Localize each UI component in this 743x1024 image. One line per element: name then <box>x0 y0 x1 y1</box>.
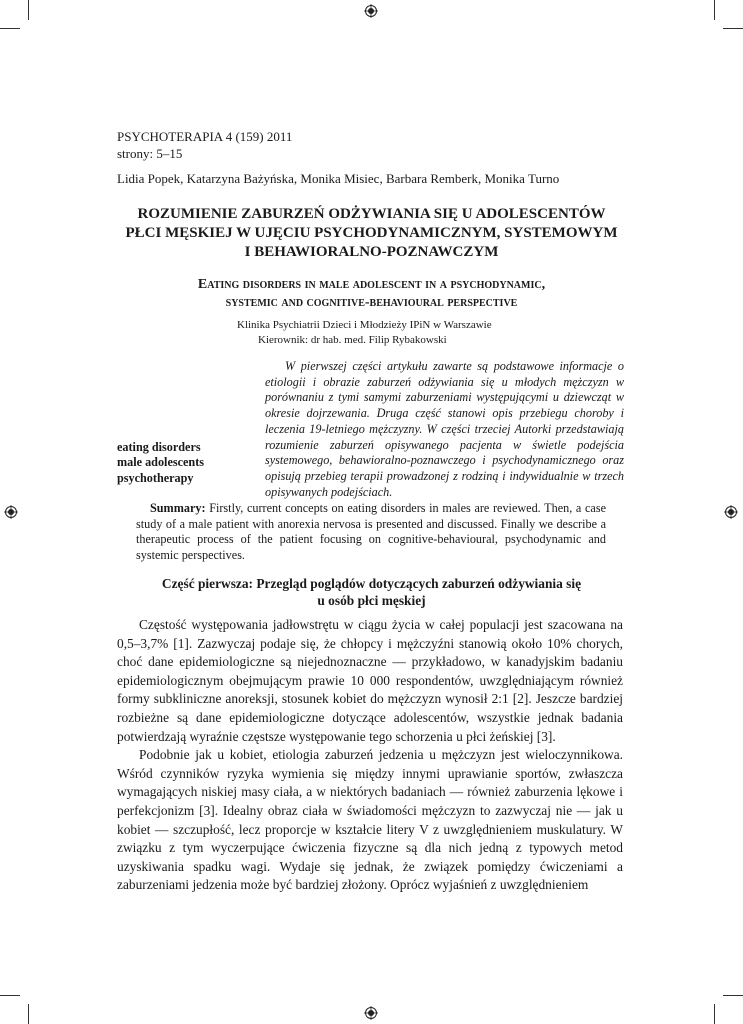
title-polish <box>80 205 663 262</box>
journal-issue: PSYCHOTERAPIA 4 (159) 2011 <box>117 129 293 144</box>
title-polish-line: PŁCI MĘSKIEJ W UJĘCIU PSYCHODYNAMICZNYM, SYSTEMOWYM <box>125 225 618 241</box>
section-heading-line: Część pierwsza: Przegląd poglądów dotyczących zaburzeń odżywiania się <box>161 576 582 591</box>
keyword: male adolescents <box>117 455 204 470</box>
crop-mark <box>0 28 20 29</box>
summary-text: Firstly, current concepts on eating disorders in males are reviewed. Then, a case study of a male patient with anorexia nervosa is presented and discussed. Finally we describe a therapeutic process of the patient focusing on cognitive-behavioural, psychodynamic and systemic perspectives. <box>136 501 606 563</box>
journal-header <box>117 128 292 162</box>
crop-mark <box>723 995 743 996</box>
title-english-line: systemic and cognitive-behavioural perspective <box>225 295 518 310</box>
journal-pages: strony: 5–15 <box>117 146 183 161</box>
affiliation <box>237 318 492 348</box>
title-english-line: Eating disorders in male adolescent in a psychodynamic, <box>197 277 546 292</box>
authors: Lidia Popek, Katarzyna Bażyńska, Monika Misiec, Barbara Remberk, Monika Turno <box>117 171 560 186</box>
registration-mark-icon <box>724 505 738 519</box>
crop-mark <box>0 995 20 996</box>
crop-mark <box>714 1004 715 1024</box>
abstract-polish <box>265 359 624 500</box>
body-text <box>117 616 623 895</box>
body-paragraph: Podobnie jak u kobiet, etiologia zaburzeń jedzenia u mężczyzn jest wieloczynnikowa. Wśród czynników ryzyka wymienia się między innymi uprawianie sportów, zwłaszcza wymagających niskiej masy ciała, a w niektórych badaniach — również zaburzenia lękowe i perfekcjonizm [3]. Idealny obraz ciała w świadomości mężczyzn to zazwyczaj nie — jak u kobiet — szczupłość, lecz proporcje w kształcie litery V z uwzględnieniem muskulatury. W związku z tym wyczerpujące ćwiczenia fizyczne są dla nich jedną z typowych metod uzyskiwania spadku wagi. Wydaje się jednak, że związek pomiędzy ćwiczeniami a zaburzeniami jedzenia może być bardziej złożony. Oprócz wyjaśnień z uwzględnieniem <box>117 747 623 893</box>
title-polish-line: I BEHAWIORALNO-POZNAWCZYM <box>244 244 499 260</box>
title-english <box>80 276 663 312</box>
registration-mark-icon <box>364 4 378 18</box>
crop-mark <box>28 1004 29 1024</box>
registration-mark-icon <box>364 1006 378 1020</box>
keyword: psychotherapy <box>117 470 194 485</box>
crop-mark <box>714 0 715 20</box>
affiliation-institution: Klinika Psychiatrii Dzieci i Młodzieży IPiN w Warszawie <box>237 319 492 331</box>
keywords <box>117 440 204 486</box>
crop-mark <box>723 28 743 29</box>
title-polish-line: ROZUMIENIE ZABURZEŃ ODŻYWIANIA SIĘ U ADOLESCENTÓW <box>137 206 606 222</box>
keyword: eating disorders <box>117 440 201 454</box>
summary-english <box>136 501 606 564</box>
registration-mark-icon <box>4 505 18 519</box>
crop-mark <box>28 0 29 20</box>
body-paragraph: Częstość występowania jadłowstrętu w ciągu życia w całej populacji jest szacowana na 0,5–3,7% [1]. Zazwyczaj podaje się, że chłopcy i mężczyźni stanowią około 10% chorych, choć dane epidemiologiczne są niejednoznaczne — przykładowo, w kanadyjskim badaniu epidemiologicznym obejmującym prawie 10 000 respondentów, uwzględniającym również formy subkliniczne anoreksji, stosunek kobiet do mężczyzn wynosił 2:1 [2]. Jeszcze bardziej rozbieżne są dane epidemiologiczne dotyczące adolescentów, wszystkie jednak badania potwierdzają wyraźnie częstsze występowanie tego schorzenia u płci żeńskiej [3]. <box>117 617 623 744</box>
section-heading-line: u osób płci męskiej <box>317 593 426 608</box>
summary-label: Summary: <box>150 501 206 515</box>
summary-paragraph <box>136 501 606 564</box>
section-heading <box>110 575 633 609</box>
abstract-polish-text: W pierwszej części artykułu zawarte są podstawowe informacje o etiologii i obrazie zaburzeń odżywiania się u młodych mężczyzn w porównaniu z tymi samymi zaburzeniami występującymi u dziewcząt w okresie dojrzewania. Druga część stanowi opis przebiegu choroby i leczenia 19-letniego mężczyzny. W części trzeciej Autorki przedstawiają rozumienie zaburzeń opisywanego pacjenta w świetle podejścia systemowego, behawioralno-poznawczego i psychodynamicznego oraz opisują przebieg terapii prowadzonej z rodziną i indywidualnie w trzech opisywanych podejściach. <box>265 359 624 499</box>
affiliation-head: Kierownik: dr hab. med. Filip Rybakowski <box>258 334 447 346</box>
